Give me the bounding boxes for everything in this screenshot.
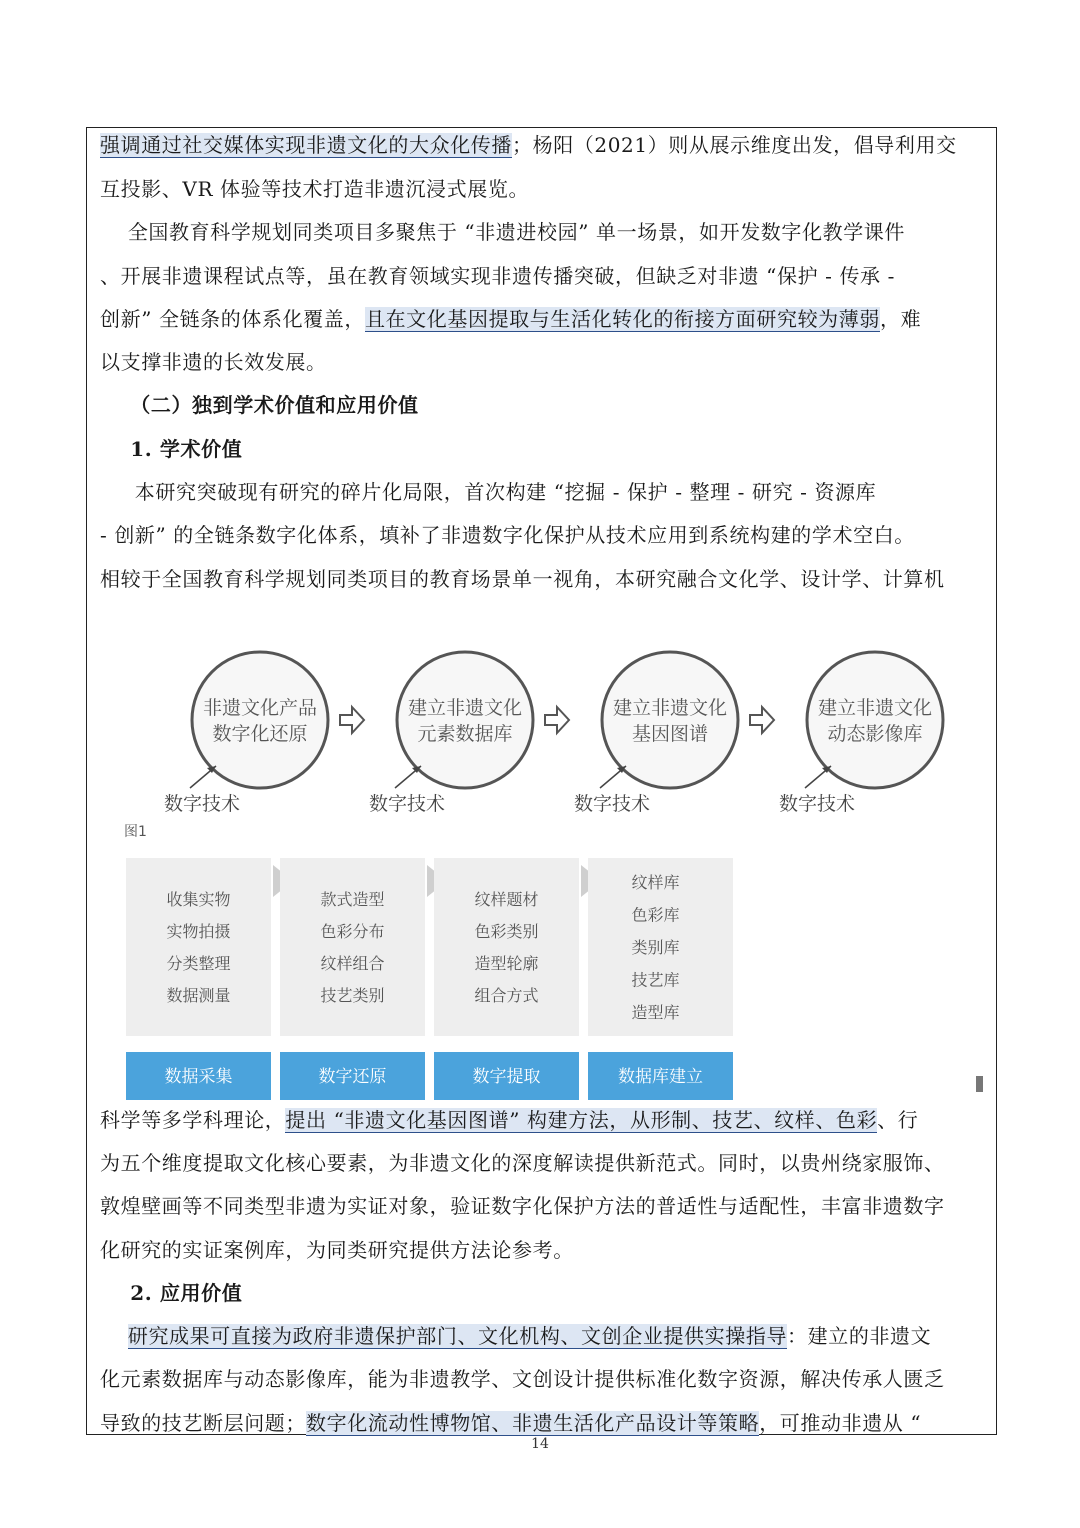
column-item: 造型轮廓 bbox=[474, 954, 539, 973]
paragraph-line bbox=[100, 1367, 945, 1391]
process-figure bbox=[120, 630, 990, 1100]
column-item: 纹样库 bbox=[631, 873, 680, 892]
paragraph-line bbox=[100, 1411, 921, 1435]
text-segment: 以支撑非遗的长效发展。 bbox=[100, 350, 327, 374]
text-segment: （二）独到学术价值和应用价值 bbox=[100, 393, 419, 417]
stage-label: 动态影像库 bbox=[827, 723, 923, 745]
text-segment: 全国教育科学规划同类项目多聚焦于 “非遗进校园” 单一场景，如开发数字化教学课件 bbox=[100, 220, 905, 244]
text-segment: - 创新” 的全链条数字化体系，填补了非遗数字化保护从技术应用到系统构建的学术空白。 bbox=[100, 523, 915, 547]
paragraph-line bbox=[100, 133, 957, 157]
paragraph-line bbox=[100, 307, 921, 331]
text-segment: 化研究的实证案例库，为同类研究提供方法论参考。 bbox=[100, 1238, 574, 1262]
section-heading bbox=[100, 393, 419, 417]
paragraph-line bbox=[100, 1108, 918, 1132]
paragraph-line bbox=[100, 220, 905, 244]
paragraph-line bbox=[100, 523, 915, 547]
page-number: 14 bbox=[531, 1436, 549, 1452]
paragraph-line bbox=[100, 567, 945, 591]
text-segment: 、行 bbox=[877, 1108, 919, 1132]
stage-label: 基因图谱 bbox=[631, 723, 709, 745]
column-footer-label: 数字提取 bbox=[472, 1067, 541, 1087]
scroll-mark bbox=[976, 1076, 983, 1092]
paragraph-line bbox=[100, 1194, 945, 1218]
column-footer-label: 数据采集 bbox=[164, 1067, 233, 1087]
text-segment: ：建立的非遗文 bbox=[787, 1324, 932, 1348]
text-segment: 1. 学术价值 bbox=[100, 437, 243, 461]
tech-label: 数字技术 bbox=[778, 793, 856, 815]
paragraph-line bbox=[100, 1324, 931, 1348]
column-item: 技艺库 bbox=[631, 970, 680, 990]
paragraph-line bbox=[100, 350, 327, 374]
paragraph-line bbox=[100, 264, 895, 288]
paragraph-line bbox=[100, 480, 876, 504]
column-footer-label: 数字还原 bbox=[318, 1067, 387, 1087]
paragraph-line bbox=[100, 1151, 945, 1175]
stage-label: 建立非遗文化 bbox=[612, 697, 728, 719]
column-item: 组合方式 bbox=[474, 986, 539, 1005]
text-segment: 为五个维度提取文化核心要素，为非遗文化的深度解读提供新范式。同时，以贵州绕家服饰、 bbox=[100, 1151, 945, 1175]
stage-label: 建立非遗文化 bbox=[817, 697, 933, 719]
tech-label: 数字技术 bbox=[163, 793, 241, 815]
text-segment: 本研究突破现有研究的碎片化局限，首次构建 “挖掘 - 保护 - 整理 - 研究 - 资源库 bbox=[100, 480, 877, 504]
column-item: 数据测量 bbox=[166, 986, 231, 1005]
column-panel bbox=[434, 858, 579, 1036]
column-panel bbox=[126, 858, 271, 1036]
column-item: 收集实物 bbox=[166, 890, 231, 909]
text-segment: 创新” 全链条的体系化覆盖， bbox=[100, 307, 365, 331]
text-segment: ，可推动非遗从 “ bbox=[759, 1411, 922, 1435]
figure-label: 图1 bbox=[124, 824, 147, 840]
section-heading bbox=[100, 1281, 242, 1305]
stage-label: 数字化还原 bbox=[212, 723, 308, 745]
text-segment: ；杨阳（2021）则从展示维度出发，倡导利用交 bbox=[512, 133, 957, 157]
stage-label: 元素数据库 bbox=[417, 723, 513, 745]
flow-arrow-icon bbox=[340, 707, 364, 733]
column-footer-label: 数据库建立 bbox=[618, 1067, 703, 1087]
highlighted-text: 数字化流动性博物馆、非遗生活化产品设计等策略 bbox=[306, 1411, 760, 1435]
tech-label: 数字技术 bbox=[573, 793, 651, 815]
text-segment: 互投影、VR 体验等技术打造非遗沉浸式展览。 bbox=[100, 177, 530, 201]
text-segment: 化元素数据库与动态影像库，能为非遗教学、文创设计提供标准化数字资源，解决传承人匮乏 bbox=[100, 1367, 945, 1391]
text-segment: 、开展非遗课程试点等，虽在教育领域实现非遗传播突破，但缺乏对非遗 “保护 - 传承 - bbox=[100, 264, 895, 288]
column-item: 分类整理 bbox=[166, 954, 231, 973]
column-item: 造型库 bbox=[631, 1003, 680, 1022]
text-segment: 敦煌壁画等不同类型非遗为实证对象，验证数字化保护方法的普适性与适配性，丰富非遗数字 bbox=[100, 1194, 945, 1218]
text-segment: 导致的技艺断层问题； bbox=[100, 1411, 306, 1435]
section-heading bbox=[100, 437, 242, 461]
paragraph-line bbox=[100, 1238, 574, 1262]
stage-label: 非遗文化产品 bbox=[202, 697, 318, 719]
flow-arrow-icon bbox=[545, 707, 569, 733]
column-item: 色彩分布 bbox=[320, 922, 385, 941]
column-item: 纹样题材 bbox=[474, 890, 539, 909]
text-segment: 相较于全国教育科学规划同类项目的教育场景单一视角，本研究融合文化学、设计学、计算机 bbox=[100, 567, 945, 591]
text-segment: 2. 应用价值 bbox=[100, 1281, 243, 1305]
column-panel bbox=[280, 858, 425, 1036]
text-segment: ，难 bbox=[879, 307, 922, 331]
highlighted-text: 研究成果可直接为政府非遗保护部门、文化机构、文创企业提供实操指导 bbox=[127, 1324, 788, 1348]
text-segment bbox=[100, 1324, 128, 1348]
highlighted-text: 提出 “非遗文化基因图谱” 构建方法，从形制、技艺、纹样、色彩 bbox=[285, 1108, 878, 1132]
column-item: 技艺类别 bbox=[320, 986, 385, 1005]
stage-label: 建立非遗文化 bbox=[407, 697, 523, 719]
tech-label: 数字技术 bbox=[368, 793, 446, 815]
column-item: 实物拍摄 bbox=[166, 922, 231, 941]
column-item: 色彩类别 bbox=[474, 922, 539, 941]
flow-arrow-icon bbox=[750, 707, 774, 733]
paragraph-line bbox=[100, 177, 529, 201]
text-segment: 科学等多学科理论， bbox=[100, 1108, 286, 1132]
highlighted-text: 强调通过社交媒体实现非遗文化的大众化传播 bbox=[100, 133, 512, 157]
column-item: 色彩库 bbox=[631, 905, 680, 925]
column-item: 款式造型 bbox=[320, 890, 385, 909]
highlighted-text: 且在文化基因提取与生活化转化的衔接方面研究较为薄弱 bbox=[364, 307, 880, 331]
column-item: 纹样组合 bbox=[320, 954, 385, 973]
column-item: 类别库 bbox=[631, 938, 680, 957]
